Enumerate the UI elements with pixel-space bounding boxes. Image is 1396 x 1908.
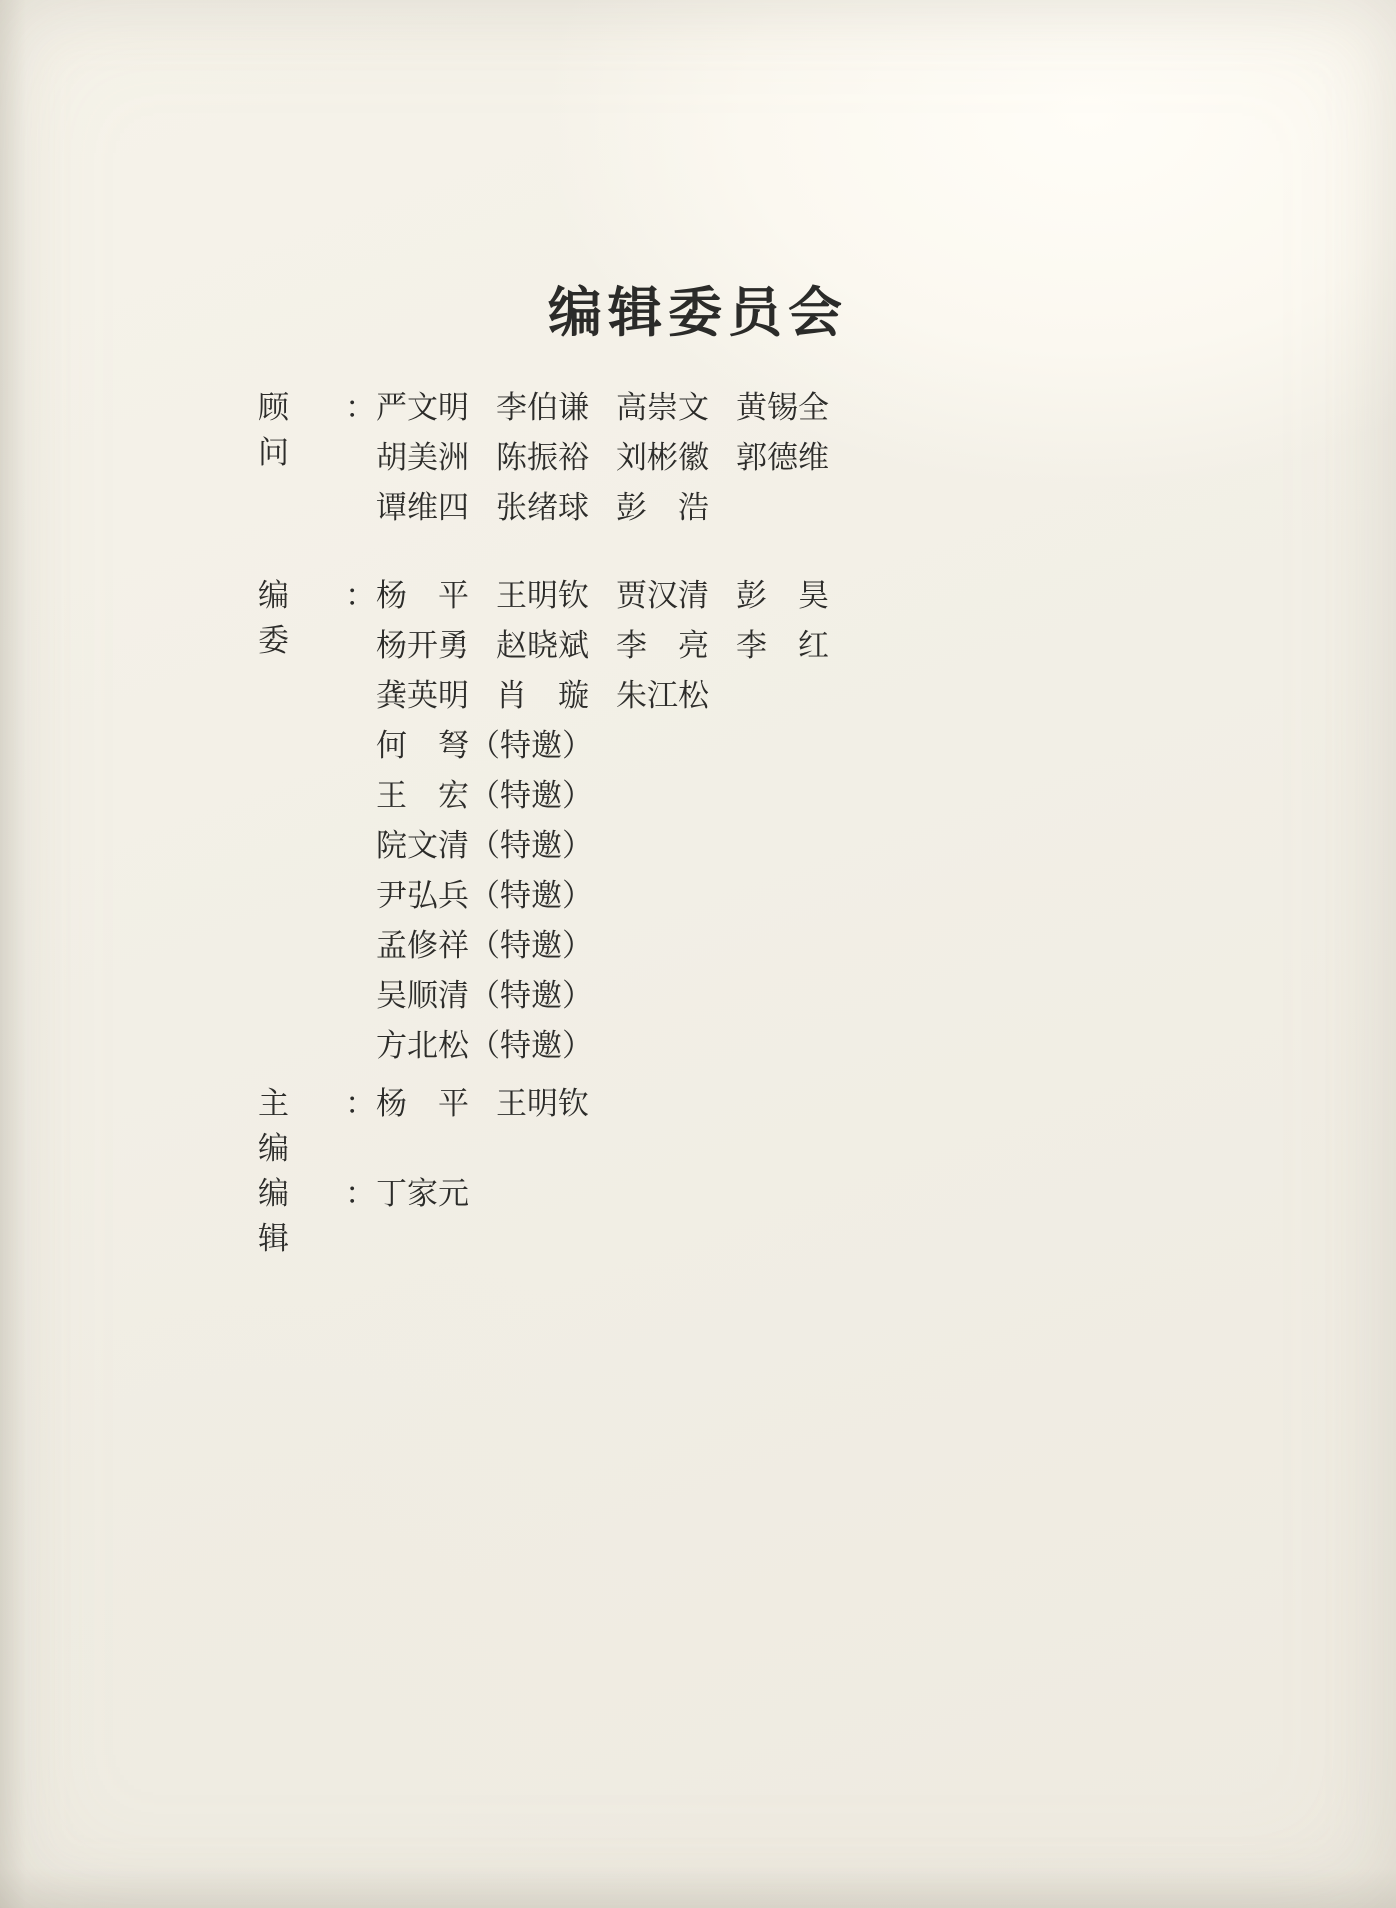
person-name: 院文清（特邀） [376, 828, 593, 864]
person-name: 王明钦 [496, 578, 589, 614]
section-row [258, 1078, 616, 1167]
person-name: 杨开勇 [376, 628, 469, 664]
person-name: 李 红 [736, 628, 829, 664]
name-row [376, 570, 856, 615]
section-row [258, 920, 856, 970]
section-row [258, 970, 856, 1020]
person-name: 黄锡全 [736, 390, 829, 426]
section-editorial-board [258, 570, 856, 1070]
person-name: 何 弩（特邀） [376, 728, 593, 764]
person-name: 尹弘兵（特邀） [376, 878, 593, 914]
section-label-text: 编 委 [258, 578, 348, 659]
name-row [376, 432, 856, 477]
person-name: 吴顺清（特邀） [376, 978, 593, 1014]
section-row [258, 1168, 469, 1257]
person-name: 郭德维 [736, 440, 829, 476]
section-row [258, 1020, 856, 1070]
section-label-colon: ： [345, 1176, 376, 1212]
person-name: 胡美洲 [376, 440, 469, 476]
name-row [376, 670, 736, 715]
person-name: 朱江松 [616, 678, 709, 714]
name-row [376, 720, 593, 765]
person-name: 龚英明 [376, 678, 469, 714]
person-name: 李伯谦 [496, 390, 589, 426]
section-label [258, 1168, 376, 1258]
person-name: 孟修祥（特邀） [376, 928, 593, 964]
page-bottom-edge-shadow [0, 1868, 1396, 1908]
name-row [376, 620, 856, 665]
person-name: 严文明 [376, 390, 469, 426]
section-editor [258, 1168, 469, 1257]
section-row [258, 670, 856, 720]
section-label-text: 主 编 [258, 1086, 348, 1167]
person-name: 赵晓斌 [496, 628, 589, 664]
section-label-colon: ： [345, 390, 376, 426]
section-label [258, 570, 376, 660]
section-label [258, 382, 376, 472]
section-row [258, 482, 856, 532]
name-row [376, 870, 593, 915]
page-title: 编辑委员会 [548, 280, 848, 344]
person-name: 杨 平 [376, 578, 469, 614]
name-row [376, 1020, 593, 1065]
name-row [376, 920, 593, 965]
section-row [258, 870, 856, 920]
name-row [376, 770, 593, 815]
name-row [376, 1168, 469, 1213]
person-name: 李 亮 [616, 628, 709, 664]
person-name: 张绪球 [496, 490, 589, 526]
name-row [376, 970, 593, 1015]
person-name: 刘彬徽 [616, 440, 709, 476]
person-name: 彭 浩 [616, 490, 709, 526]
person-name: 高崇文 [616, 390, 709, 426]
section-label-colon: ： [345, 578, 376, 614]
section-label-text: 顾 问 [258, 390, 348, 471]
person-name: 谭维四 [376, 490, 469, 526]
section-row [258, 720, 856, 770]
person-name: 彭 昊 [736, 578, 829, 614]
section-editor-in-chief [258, 1078, 616, 1167]
section-label [258, 1078, 376, 1168]
person-name: 杨 平 [376, 1086, 469, 1122]
section-advisors [258, 382, 856, 532]
person-name: 方北松（特邀） [376, 1028, 593, 1064]
person-name: 陈振裕 [496, 440, 589, 476]
person-name: 贾汉清 [616, 578, 709, 614]
name-row [376, 382, 856, 427]
person-name: 肖 璇 [496, 678, 589, 714]
section-label-text: 编 辑 [258, 1176, 348, 1257]
person-name: 王明钦 [496, 1086, 589, 1122]
name-row [376, 482, 736, 527]
section-label-colon: ： [345, 1086, 376, 1122]
section-row [258, 770, 856, 820]
person-name: 丁家元 [376, 1176, 469, 1212]
name-row [376, 820, 593, 865]
person-name: 王 宏（特邀） [376, 778, 593, 814]
name-row [376, 1078, 616, 1123]
section-row [258, 820, 856, 870]
